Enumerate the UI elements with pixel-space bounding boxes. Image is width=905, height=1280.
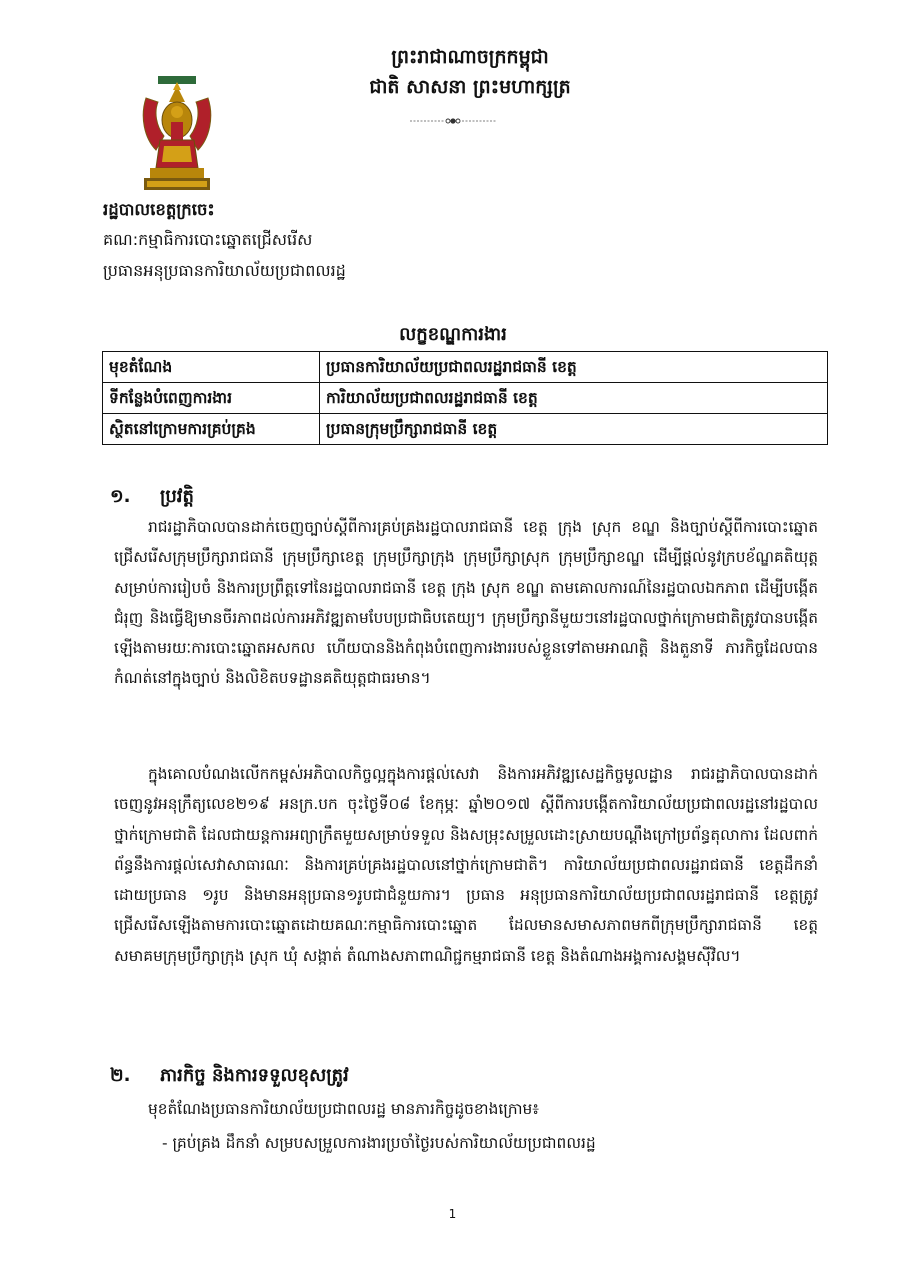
- kingdom-name: ព្រះរាជាណាចក្រកម្ពុជា: [391, 46, 549, 68]
- row-value-supervisor: ប្រធានក្រុមប្រឹក្សារាជធានី ខេត្ត: [320, 414, 828, 445]
- section-1-heading: [110, 482, 194, 512]
- table-row: [103, 414, 828, 445]
- national-motto: ជាតិ សាសនា ព្រះមហាក្សត្រ: [369, 76, 571, 98]
- issuer-committee: គណ:កម្មាធិការបោះឆ្នោតជ្រើសរើស: [103, 230, 313, 249]
- issuer-office: ប្រធានអនុប្រធានការិយាល័យប្រជាពលរដ្ឋ: [103, 261, 346, 280]
- section-2-title: ភារកិច្ច និងការទទួលខុសត្រូវ: [160, 1065, 349, 1086]
- section-2-number: ២.: [110, 1065, 131, 1086]
- section-2-bullet-1: - គ្រប់គ្រង ដឹកនាំ សម្របសម្រួលការងារប្រចាំថ្ងៃរបស់ការិយាល័យប្រជាពលរដ្ឋ: [162, 1134, 596, 1152]
- table-row: [103, 352, 828, 383]
- kingdom-header: [300, 42, 640, 102]
- section-1-title: ប្រវត្តិ: [160, 486, 194, 507]
- row-key-position: មុខតំណែង: [103, 352, 320, 383]
- page-number: 1: [448, 1207, 457, 1221]
- document-title: លក្ខខណ្ឌការងារ: [399, 324, 507, 345]
- section-2-heading: [110, 1061, 349, 1091]
- row-value-workplace: ការិយាល័យប្រជាពលរដ្ឋរាជធានី ខេត្ត: [320, 383, 828, 414]
- ornament-divider-icon: [408, 116, 498, 126]
- table-row: [103, 383, 828, 414]
- issuer-organization: រដ្ឋបាលខេត្តក្រចេះ: [103, 200, 215, 219]
- row-key-supervisor: ស្ថិតនៅក្រោមការគ្រប់គ្រង: [103, 414, 320, 445]
- section-1-paragraph-1: រាជរដ្ឋាភិបាលបានដាក់ចេញច្បាប់ស្តីពីការគ្រប់គ្រងរដ្ឋបាលរាជធានី ខេត្ត ក្រុង ស្រុក ខណ្ឌ និងច្បាប់ស្តីពីការបោះឆ្នោតជ្រើសរើសក្រុមប្រឹក្សារាជធានី ក្រុមប្រឹក្សាខេត្ត ក្រុមប្រឹក្សាក្រុង ក្រុមប្រឹក្សាស្រុក ក្រុមប្រឹក្សាខណ្ឌ ដើម្បីផ្តល់នូវក្របខ័ណ្ឌគតិយុត្តសម្រាប់ការរៀបចំ និងការប្រព្រឹត្តទៅនៃរដ្ឋបាលរាជធានី ខេត្ត ក្រុង ស្រុក ខណ្ឌ តាមគោលការណ៍នៃរដ្ឋបាលឯកភាព ដើម្បីបង្កើត ជំរុញ និងធ្វើឱ្យមានចីរភាពដល់ការអភិវឌ្ឍតាមបែបប្រជាធិបតេយ្យ។ ក្រុមប្រឹក្សានីមួយៗនៅរដ្ឋបាលថ្នាក់ក្រោមជាតិត្រូវបានបង្កើតឡើងតាមរយៈការបោះឆ្នោតអសកល ហើយបាននិងកំពុងបំពេញការងាររបស់ខ្លួនទៅតាមអាណត្តិ និងតួនាទី ភារកិច្ចដែលបានកំណត់នៅក្នុងច្បាប់ និងលិខិតបទដ្ឋានគតិយុត្តជាធរមាន។: [114, 518, 818, 688]
- section-1-number: ១.: [110, 486, 131, 507]
- royal-garuda-emblem-icon: [138, 76, 216, 192]
- section-1-paragraph-2: ក្នុងគោលបំណងលើកកម្ពស់អភិបាលកិច្ចល្អក្នុងការផ្តល់សេវា និងការអភិវឌ្ឍសេដ្ឋកិច្ចមូលដ្ឋាន រាជរដ្ឋាភិបាលបានដាក់ចេញនូវអនុក្រឹត្យលេខ២១៩ អនក្រ.បក ចុះថ្ងៃទី០៨ ខែកុម្ភៈ ឆ្នាំ២០១៧ ស្តីពីការបង្កើតការិយាល័យប្រជាពលរដ្ឋនៅរដ្ឋបាលថ្នាក់ក្រោមជាតិ ដែលជាយន្តការអព្យាក្រឹតមួយសម្រាប់ទទួល និងសម្រុះសម្រួលដោះស្រាយបណ្តឹងក្រៅប្រព័ន្ធតុលាការ ដែលពាក់ព័ន្ធនឹងការផ្តល់សេវាសាធារណៈ និងការគ្រប់គ្រងរដ្ឋបាលនៅថ្នាក់ក្រោមជាតិ។ ការិយាល័យប្រជាពលរដ្ឋរាជធានី ខេត្តដឹកនាំដោយប្រធាន ១រូប និងមានអនុប្រធាន១រូបជាជំនួយការ។ ប្រធាន អនុប្រធានការិយាល័យប្រជាពលរដ្ឋរាជធានី ខេត្តត្រូវជ្រើសរើសឡើងតាមការបោះឆ្នោតដោយគណៈកម្មាធិការបោះឆ្នោត ដែលមានសមាសភាពមកពីក្រុមប្រឹក្សារាជធានី ខេត្ត សមាគមក្រុមប្រឹក្សាក្រុង ស្រុក ឃុំ សង្កាត់ តំណាងសភាពាណិជ្ជកម្មរាជធានី ខេត្ត និងតំណាងអង្គការសង្គមស៊ីវិល។: [114, 765, 818, 965]
- issuer-block: [103, 196, 603, 286]
- row-value-position: ប្រធានការិយាល័យប្រជាពលរដ្ឋរាជធានី ខេត្ត: [320, 352, 828, 383]
- row-key-workplace: ទីកន្លែងបំពេញការងារ: [103, 383, 320, 414]
- job-info-table: [102, 351, 828, 445]
- section-2-intro: មុខតំណែងប្រធានការិយាល័យប្រជាពលរដ្ឋ មានភារកិច្ចដូចខាងក្រោម៖: [148, 1100, 540, 1118]
